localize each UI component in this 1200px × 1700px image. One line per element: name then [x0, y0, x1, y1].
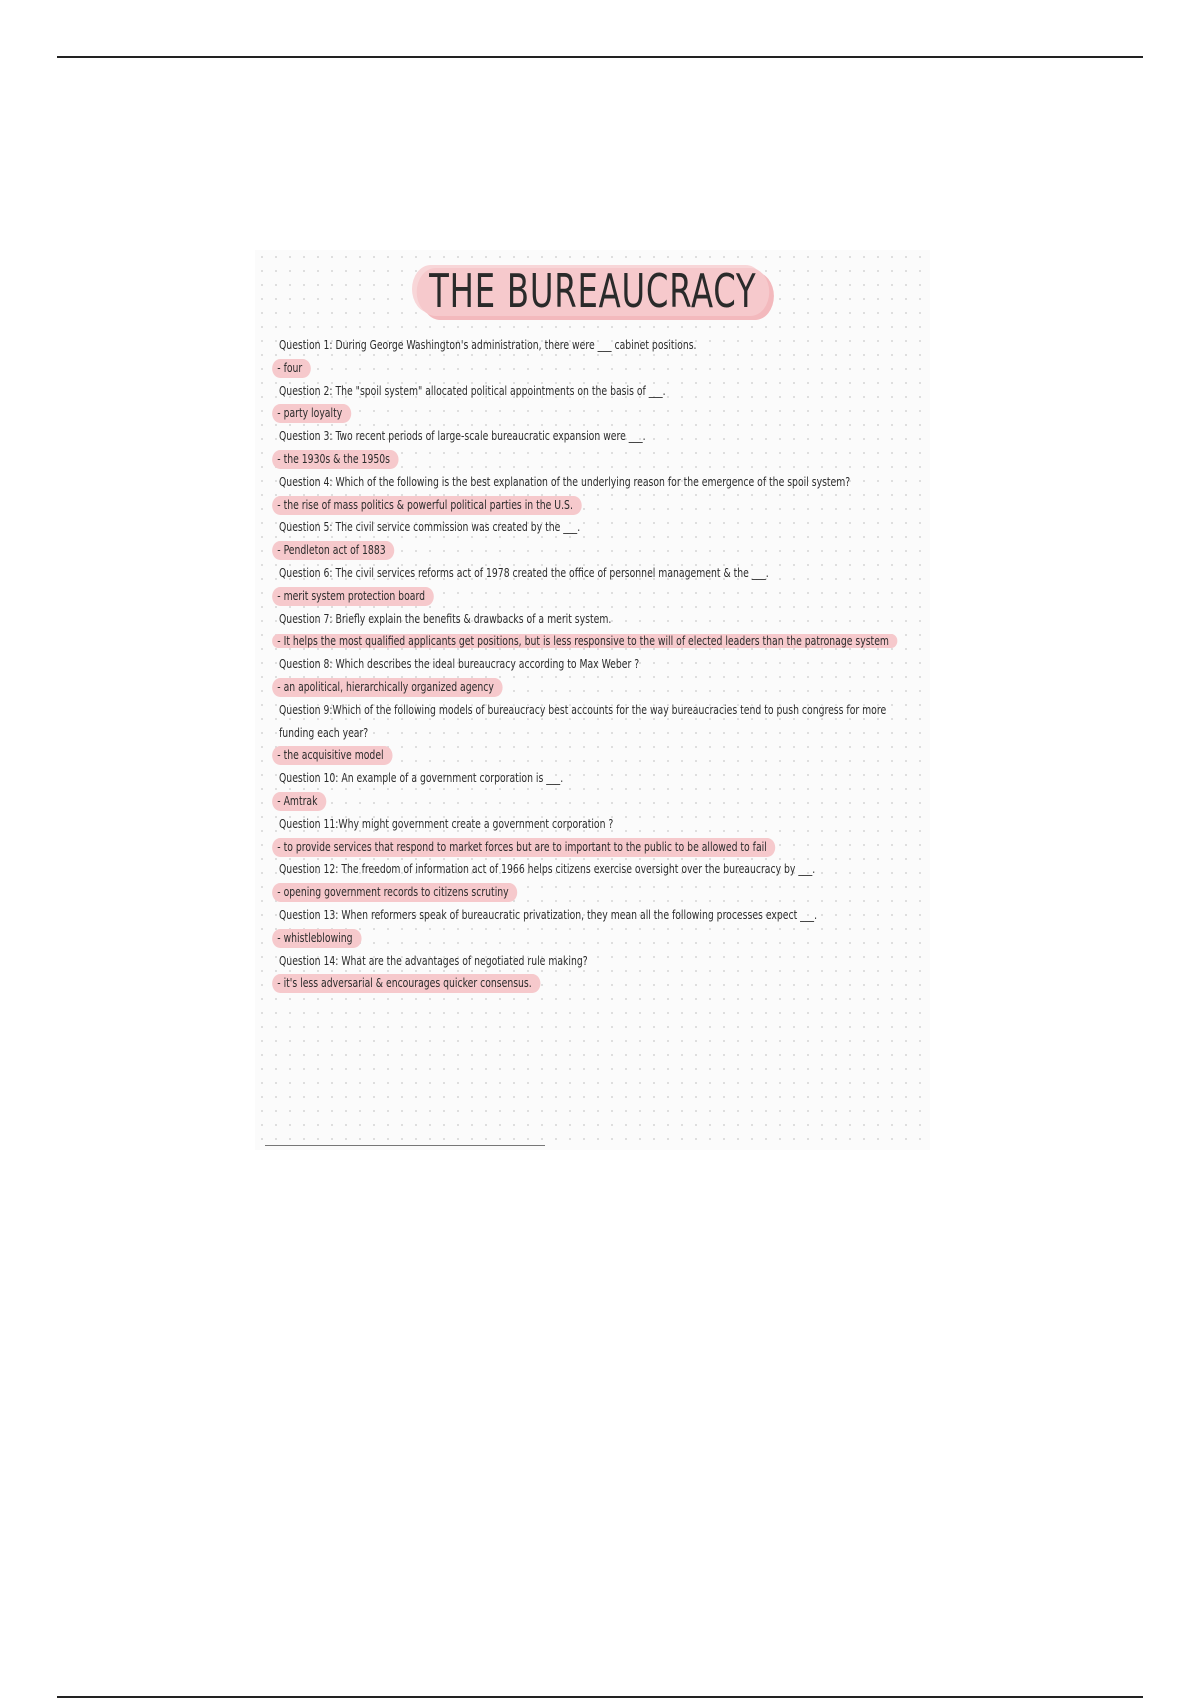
answer-6: - merit system protection board — [272, 587, 433, 606]
question-14: Question 14: What are the advantages of negotiated rule making? — [279, 953, 588, 968]
qa-list — [279, 334, 909, 995]
answer-9: - the acquisitive model — [272, 746, 392, 765]
answer-8: - an apolitical, hierarchically organized agency — [272, 678, 502, 697]
question-5: Question 5: The civil service commission was created by the ___. — [279, 520, 581, 535]
question-11: Question 11:Why might government create a government corporation ? — [279, 816, 614, 831]
answer-1: - four — [272, 359, 311, 378]
question-10: Question 10: An example of a government corporation is ___. — [279, 771, 564, 786]
notes-page — [255, 250, 930, 1150]
answer-10: - Amtrak — [272, 792, 326, 811]
answer-2: - party loyalty — [272, 404, 351, 423]
answer-3: - the 1930s & the 1950s — [272, 450, 399, 469]
answer-11: - to provide services that respond to market forces but are to important to the public to be allowed to fail — [272, 838, 775, 857]
question-6: Question 6: The civil services reforms act of 1978 created the office of personnel management & the ___. — [279, 565, 769, 580]
title-wrap — [255, 262, 930, 320]
question-8: Question 8: Which describes the ideal bureaucracy according to Max Weber ? — [279, 657, 640, 672]
answer-14: - it's less adversarial & encourages quicker consensus. — [272, 974, 540, 993]
question-2: Question 2: The "spoil system" allocated political appointments on the basis of ___. — [279, 383, 666, 398]
page-title: THE BUREAUCRACY — [420, 262, 766, 320]
answer-5: - Pendleton act of 1883 — [272, 541, 394, 560]
bottom-rule — [57, 1696, 1143, 1698]
question-1: Question 1: During George Washington's administration, there were ___ cabinet positions. — [279, 338, 697, 352]
signature-line — [265, 1145, 545, 1146]
question-9: Question 9:Which of the following models of bureaucracy best accounts for the way bureaucracies tend to push congress for more funding each year? — [279, 702, 887, 740]
answer-4: - the rise of mass politics & powerful political parties in the U.S. — [272, 496, 581, 515]
question-3: Question 3: Two recent periods of large-scale bureaucratic expansion were ___. — [279, 429, 646, 444]
answer-13: - whistleblowing — [272, 929, 361, 948]
question-12: Question 12: The freedom of information act of 1966 helps citizens exercise oversight over the bureaucracy by ___. — [279, 862, 816, 877]
question-7: Question 7: Briefly explain the benefits & drawbacks of a merit system. — [279, 611, 612, 626]
question-4: Question 4: Which of the following is the best explanation of the underlying reason for the emergence of the spoil system? — [279, 474, 851, 489]
answer-12: - opening government records to citizens scrutiny — [272, 883, 517, 902]
answer-7: - It helps the most qualified applicants get positions, but is less responsive to the will of elected leaders than the patronage system — [272, 634, 897, 648]
question-13: Question 13: When reformers speak of bureaucratic privatization, they mean all the following processes expect ___. — [279, 907, 818, 922]
top-rule — [57, 56, 1143, 58]
